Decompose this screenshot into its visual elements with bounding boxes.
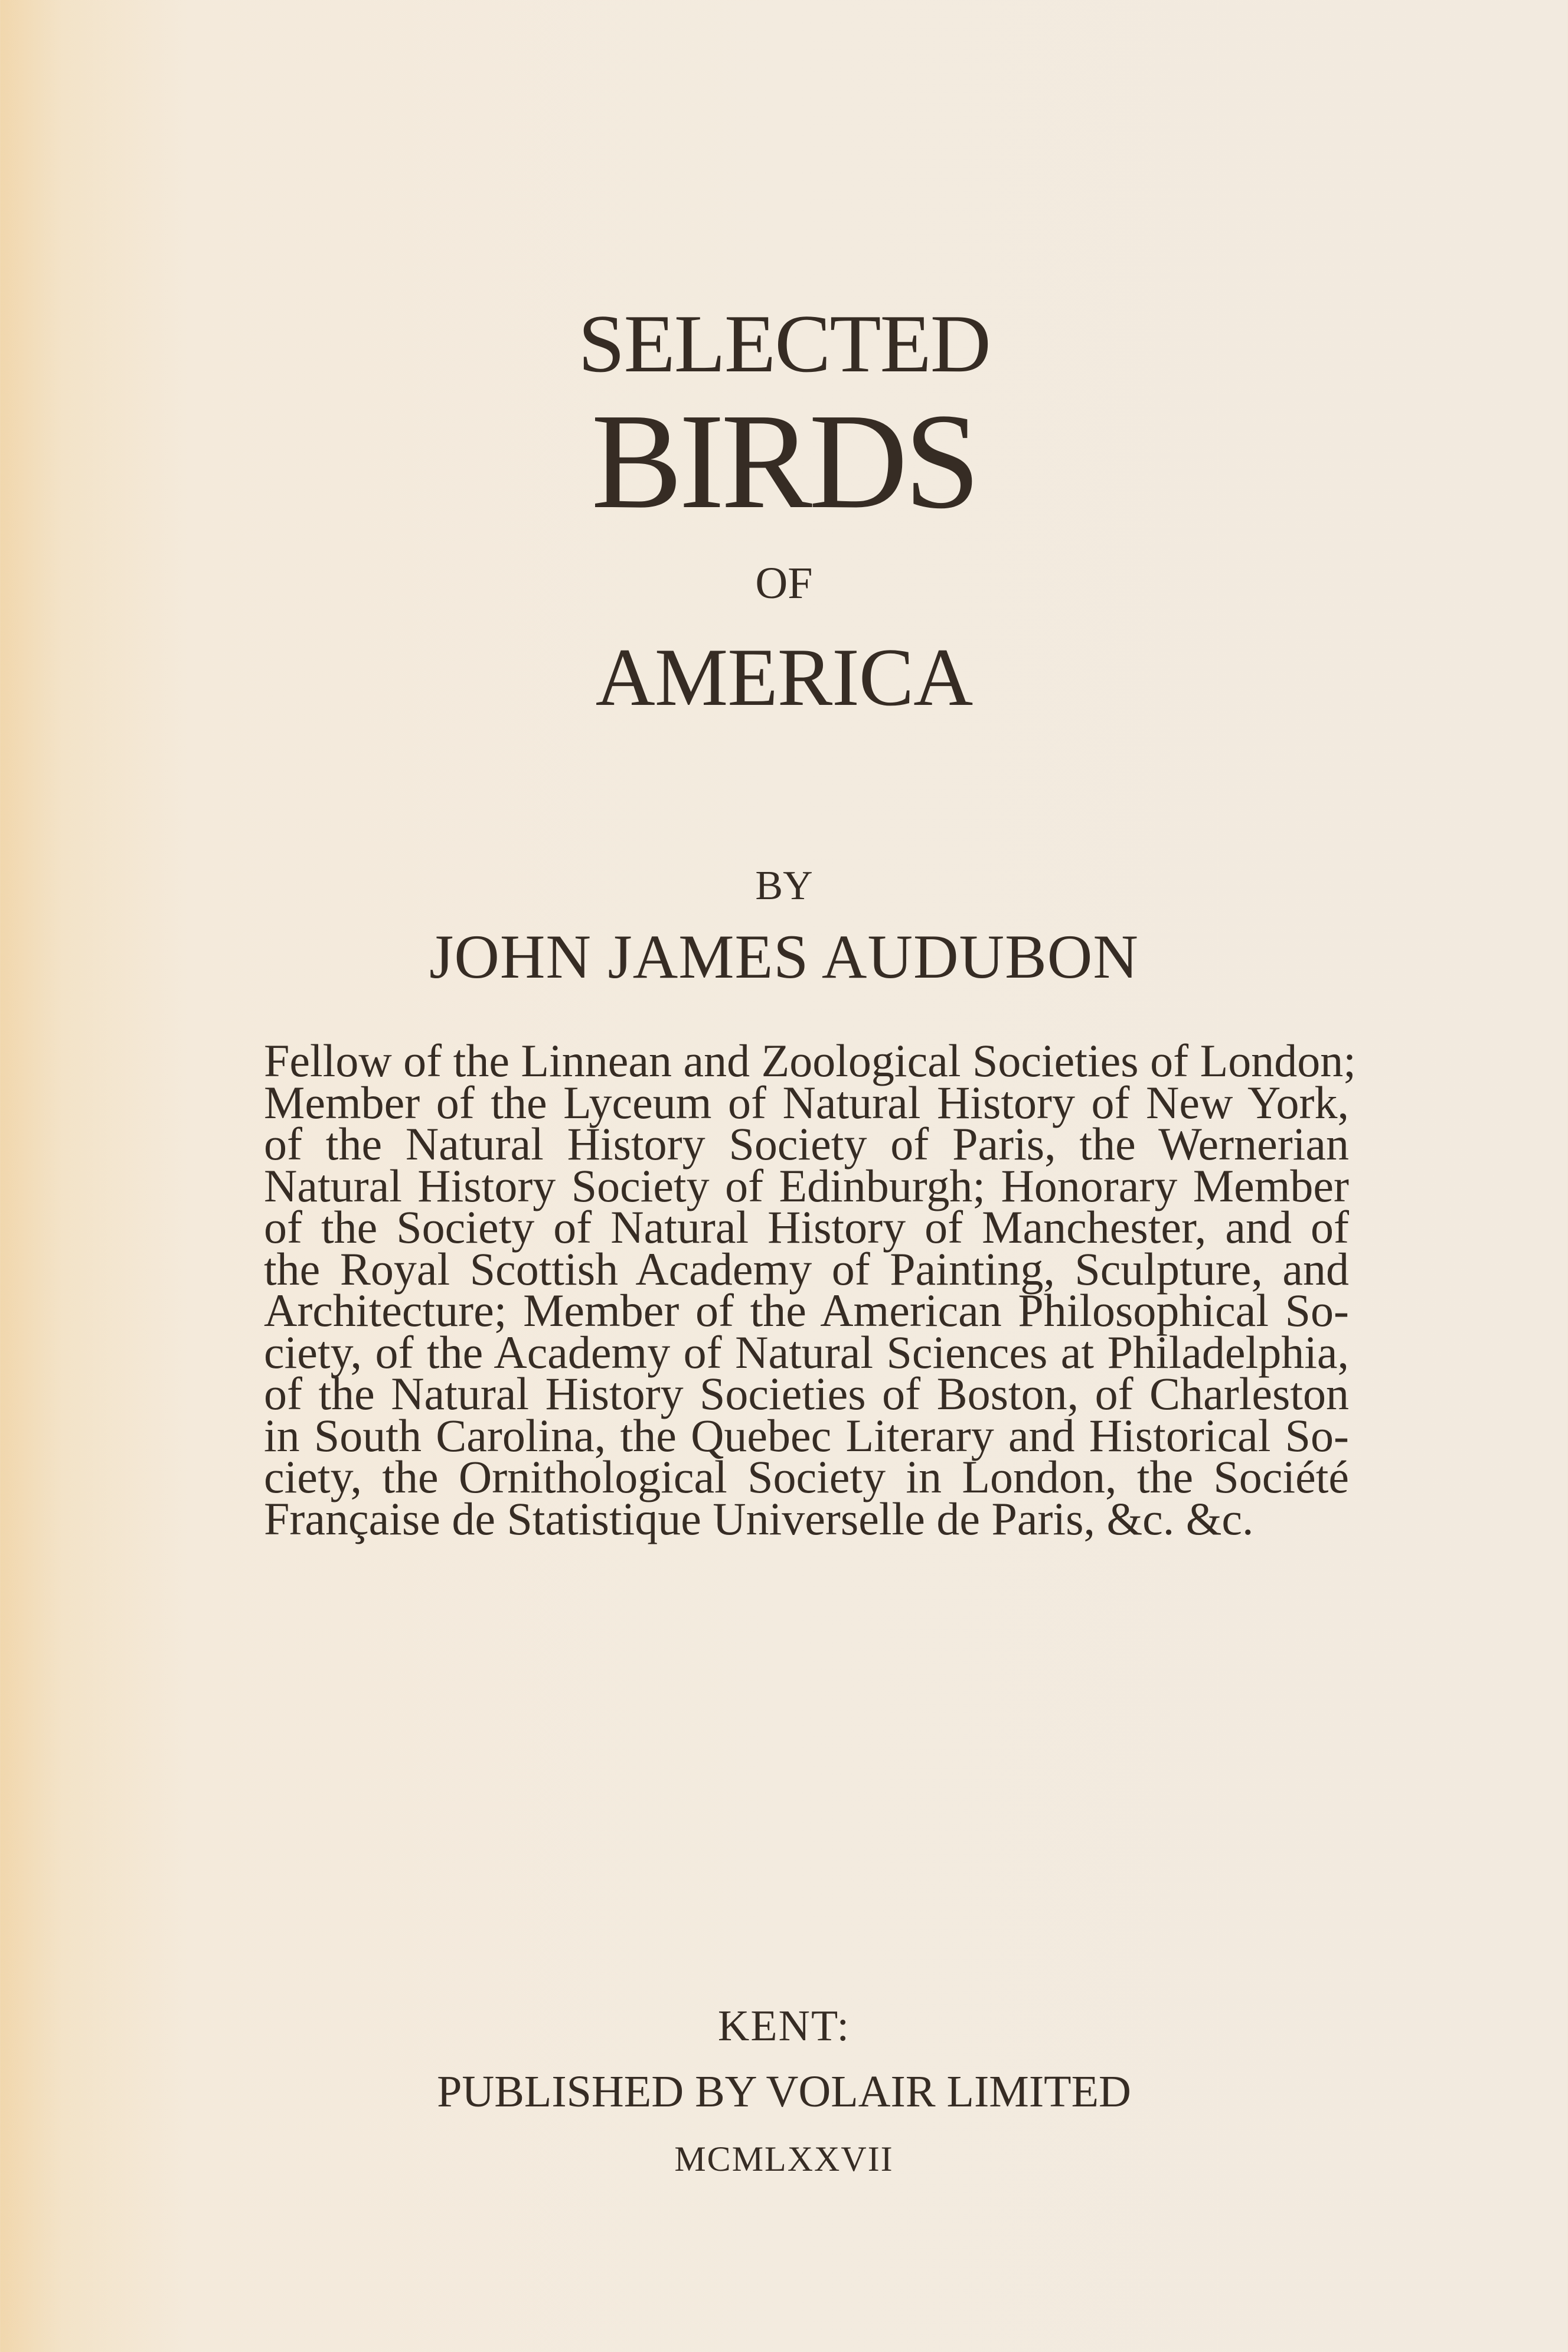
credentials-line: Fellow of the Linnean and Zoological Societies of London; xyxy=(264,1035,1356,1086)
credentials-line: ciety, of the Academy of Natural Sciences at Philadelphia, xyxy=(264,1326,1349,1378)
credentials-line: the Royal Scottish Academy of Painting, Sculpture, and xyxy=(264,1243,1349,1295)
credentials-line: of the Natural History Societies of Boston, of Charleston xyxy=(264,1368,1349,1419)
imprint-place: KENT: xyxy=(717,2002,851,2050)
credentials-line: in South Carolina, the Quebec Literary and Historical So- xyxy=(264,1409,1349,1461)
imprint-year: MCMLXXVII xyxy=(674,2139,894,2178)
title-of: OF xyxy=(755,558,813,608)
credentials-line: ciety, the Ornithological Society in London, the Société xyxy=(264,1451,1349,1502)
title-america: AMERICA xyxy=(595,632,973,723)
author-credentials xyxy=(264,1035,1356,1544)
title-birds: BIRDS xyxy=(591,386,977,537)
byline-by: BY xyxy=(755,863,813,909)
author-name: JOHN JAMES AUDUBON xyxy=(429,922,1139,991)
credentials-line: Member of the Lyceum of Natural History of New York, xyxy=(264,1076,1349,1128)
credentials-line: of the Society of Natural History of Manchester, and of xyxy=(264,1201,1349,1253)
credentials-line: Française de Statistique Universelle de Paris, &c. &c. xyxy=(264,1492,1254,1544)
credentials-line: Architecture; Member of the American Philosophical So- xyxy=(264,1285,1349,1336)
credentials-line: of the Natural History Society of Paris, the Wernerian xyxy=(264,1118,1349,1170)
imprint-publisher: PUBLISHED BY VOLAIR LIMITED xyxy=(437,2067,1131,2116)
credentials-line: Natural History Society of Edinburgh; Honorary Member xyxy=(264,1159,1349,1211)
title-selected: SELECTED xyxy=(578,298,990,390)
